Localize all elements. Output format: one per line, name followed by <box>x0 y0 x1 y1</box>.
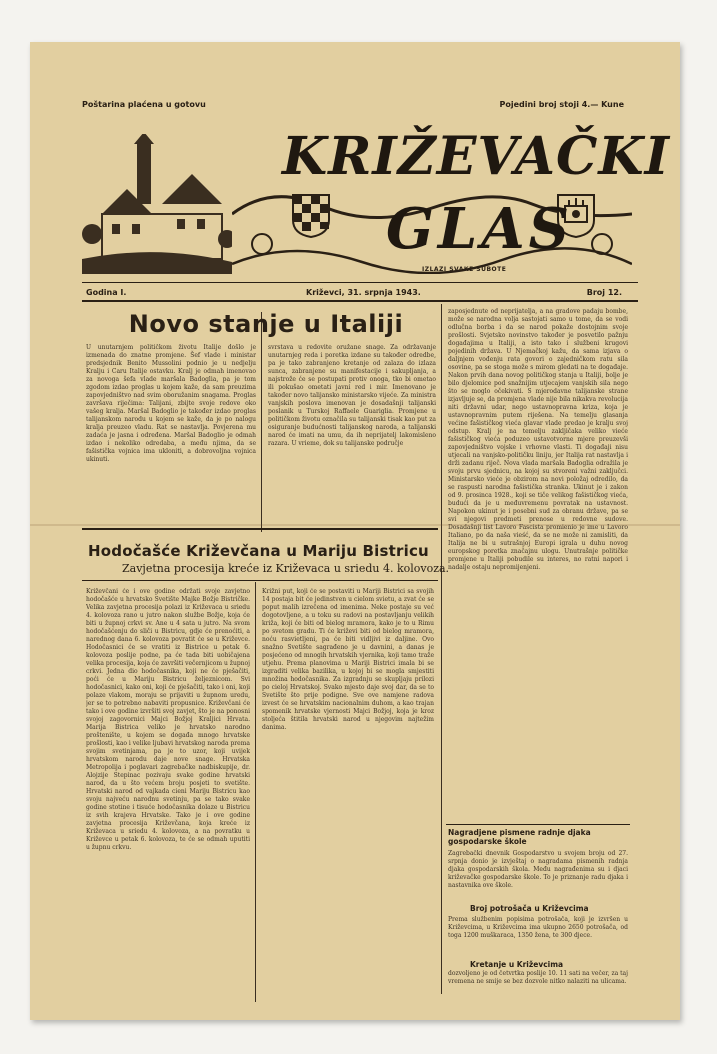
volume-year: Godina I. <box>86 288 127 297</box>
article-curfew: dozvoljeno je od četvrtka poslije 10. 11 sati na večer, za taj vremena ne smije se bez dozvole nitko nalaziti na ulicama. <box>448 970 628 985</box>
dateline <box>82 286 638 302</box>
newspaper-page <box>30 42 680 1020</box>
masthead <box>82 114 670 283</box>
article-italy-col2: svrstava u redovite oružane snage. Za održavanje unutarnjeg reda i poretka izdane su također odredbe, pa je tako zabranjeno kretanje od zalaza do izlaza sunca, zabranjene su manifestacije i sakupljanja, a najstrože će se postupati protiv onoga, tko bi ometao ili pokušao ometati javni red i mir. Imenovano je također novo talijansko ministarsko vijeće. Za ministra vanjskih poslova imenovan je dosadašnji talijanski poslanik u Turskoj Raffaele Guariglia. Promjene u političkom životu označila su talijanski tisak kao put za osiguranje budućnosti talijanskog naroda, a talijanski narod će imati na umu, da ih neprijatelj lakomisleno razara. U vrieme, dok su talijanske područje <box>268 344 436 447</box>
column-rule <box>441 304 442 994</box>
column-rule <box>261 312 262 532</box>
section-rule <box>82 528 438 530</box>
article-school-awards: Zagrebački dnevnik Gospodarstvo u svojem broju od 27. srpnja donio je izvještaj o nagradama pismenih radnja djaka gospodarskih škola. Među nagrađenima su i djaci križevačke gospodarske škole. To je priznanje radu djaka i nastavnika ove škole. <box>448 850 628 889</box>
headline-italy: Novo stanje u Italiji <box>128 310 404 338</box>
headline-pilgrimage: Hodočašće Križevčana u Mariju Bistricu <box>88 542 429 560</box>
headline-school-awards: Nagradjene pismene radnje djaka gospodarske škole <box>448 828 591 846</box>
article-italy-col1: U unutarnjem političkom životu Italije došlo je izmenada do znatne promjene. Šef vlade i ministar predsjednik Benito Mussolini podnio je u nedjelju Kralju i Caru Italije ostavku. Kralj je odmah imenovao za novoga šefa vlade maršala Badoglia, pa je tom zgodom izdao proglas u kojem kaže, da sam preuzima zapovjedništvo nad svim oboružanim snagama. Proglas završava riječima: Talijani, zbijte svoje redove oko vašeg kralja. Maršal Badoglio je također izdao proglas talijanskom narodu u kojem se kaže, da je po nalogu kralja preuzeo vladu. Rat se nastavlja. Povjerena mu zadaća je jasna i određena. Maršal Badoglio je odmah izdao i nekoliko odredaba, a među njima, da se fašistička vojnica ima ukloniti, a dobrovoljna vojnica ukinuti. <box>86 344 256 463</box>
subheadline-pilgrimage: Zavjetna procesija kreće iz Križevaca u sriedu 4. kolovoza. <box>122 562 450 575</box>
column-rule <box>255 582 256 1002</box>
section-rule <box>82 580 438 581</box>
issue-date: Križevci, 31. srpnja 1943. <box>306 288 421 297</box>
section-rule <box>446 824 630 825</box>
town-illustration <box>82 134 232 274</box>
headline-curfew: Kretanje u Križevcima <box>470 960 564 969</box>
headline-consumers: Broj potrošača u Križevcima <box>470 904 589 913</box>
postage-note: Poštarina plaćena u gotovu <box>82 100 206 109</box>
issue-number: Broj 12. <box>586 288 622 297</box>
article-italy-col3: zaposjednute od neprijatelja, a na gradove padaju bombe, može se narodna volja sastojati samo u tome, da se vodi odlučna borba i da se narod pokaže dostojnim svoje prošlosti. Svjetsko novinstvo također je posvetilo pažnju događajima u Italiji, a isto tako i službeni krugovi pojedinih država. U Njemačkoj kažu, da sama izjava o daljnjem vođenju rata govori o zajedničkom ratu sila osovine, pa se stoga može s mirom gledati na te događaje. Nakon prvih dana novog političkog stanja u Italiji, bolje je bilo djelomice pod snažnijim utjecajem vanjskih sila nego što se moglo očekivati. S mjerodavne talijanske strane izjavljuje se, da promjena vlade nije bila nikakva revolucija niti državni udar, nego ustavnopravna kriza, koja je ustavnopravnim putem riješena. Na temelju glasanja većine fašističkog vieća glavar vlade predao je kralju svoj odstup. Kralj je na temelju zakljičaka veliko vieće fašističkog vieća poduzeo ustavotvorne mjere preuzevši zapovjedništvo vojske i vrhovne vlasti. Ti događaji nisu utjecali na vanjsko-političku liniju, jer Italija rat nastavlja i drži zadanu riječ. Nova vlada maršala Badoglia odražila je svoju prvu sjednicu, na kojoj su stvoreni važni zaključci. Ministarsko vieće je obzirom na novi položaj odredilo, da se raspusti narodna fašistička stranka. Ukinut je i zakon od 9. prosinca 1928., koji se tiče velikog fašističkog vieća, budući da je u međuvremenu povratak na ustavnost. Napokon ukinut je i posebni sud za obranu države, pa se svi njegovi predmeti prenose u redovne sudove. Dosadašnji list Lavoro Fascista promienio je ime u Lavoro Italiano, po da naša vieść, da se ne može ni zamisliti, da Italija ne bi u sutrašnjoj Europi igrala u duhu novog europskog poretka značajnu ulogu. Unutrašnje političke promjene u Italiji pobudile su interes, no ratni napori i nadalje ostaju nepromijenjeni. <box>448 308 628 571</box>
croatian-shield-icon <box>292 194 330 238</box>
nameplate-line1: KRIŽEVAČKI <box>282 126 670 187</box>
price-note: Pojedini broj stoji 4.— Kune <box>499 100 624 109</box>
nameplate-line2: GLAS <box>386 196 574 262</box>
tagline: IZLAZI SVAKE SUBOTE <box>422 266 507 273</box>
article-pilgrimage-col1: Križevčani će i ove godine održati svoje zavjetno hodočašće u hrvatsko Svetište Majke Božje Bistričke. Velika zavjetna procesija polazi iz Križevaca u sriedu 4. kolovoza rano u jutro nakon službe Božje, koja će biti u župnoj crkvi sv. Ane u 4 sata u jutro. Na svom hodočašćenju do sliči u Bistricu, gdje će prenoćiti, a narednog dana 6. kolovoza povratit će se u Križevce. Hodočasnici će se vratiti iz Bistrice u petak 6. kolovoza poslije podne, pa će tada biti uobičajena velika procesija, koja će završiti večernjicom u župnoj crkvi. Jedna dio hodočasnika, koji ne će pješačiti, poći će u Mariju Bistricu željeznicom. Svi hodočasnici, kako oni, koji će pješačiti, tako i oni, koji polaze vlakom, moraju se prijaviti u župnom uredu, jer se to potrebno nabaviti propusnice. Križevčani će tako i ove godine izvršiti svoj zavjet, što je na ponosni svojoj zagovornici Majci Božjoj Kraljici Hrvata. Marija Bistrica veliko je hrvatsko narodno proštenište, u kojem se događa mnogo hrvatske prošlosti, kao i velike ljubavi hrvatskog naroda prema svojim svetinjama, pa je to uzor, koji uvijek hrvatskom narodu daje nove snage. Hrvatska Metropolija i poglavari zagrebačke nadbiskupije, dr. Alojzije Stepinac pozivaju svake godine hrvatski narod, da u što većem broju posjeti to svetište. Hrvatski narod od vajkada cieni Mariju Bistricu kao svoju najveću narodnu svetinju, pa se tako svake godine stotine i tisuće hodočasnika dolaze u Bistricu iz svih krajeva Hrvatske. Tako je i ove godine zavjetna procesija Križevčana, koja kreće iz Križevaca u sriedu 4. kolovoza, a na povratku u Križevce u petak 6. kolovoza, te će se odmah uputiti u župnu crkvu. <box>86 588 250 851</box>
article-consumers: Prema službenim popisima potrošača, koji je izvršen u Križevcima, u Križevcima ima ukupno 2650 potrošača, od toga 1200 muškaraca, 1350 žena, te 300 djece. <box>448 916 628 939</box>
article-pilgrimage-col2: Križni put, koji će se postaviti u Mariji Bistrici sa svojih 14 postaja bit će jedinstven u cielom svietu, a zvat će se poput malih izrečena od imenima. Neke postaje su već dogotovljene, a u toku su radovi na postavljanju velikih križa, koji će biti od bielog mramora, kako je to u Rimu po svetom gradu. Ti će križevi biti od bielog mramora, noću rasvietljeni, pa će biti vidljivi iz daljine. Ovo snažno Svetište sagrađeno je u davnini, a danas je posjećeno od mnogih hrvatskih vjernika, koji tamo traže utjehu. Prema planovima u Mariji Bistrici imala bi se izgraditi velika bazilika, u kojoj bi se mogla smjestiti množina hodočasnika. Za izgradnju se skupljaju prilozi po cieloj Hrvatskoj. Svako mjesto daje svoj dar, da se to Svetište što prije podigne. Sve ove namjene radova izvest će se hrvatskim nacionalnim duhom, a kao trajan spomenik hrvatske vjernosti Majci Božjoj, koja je kroz stoljeća štitila hrvatski narod u njegovim najtežim danima. <box>262 588 434 731</box>
